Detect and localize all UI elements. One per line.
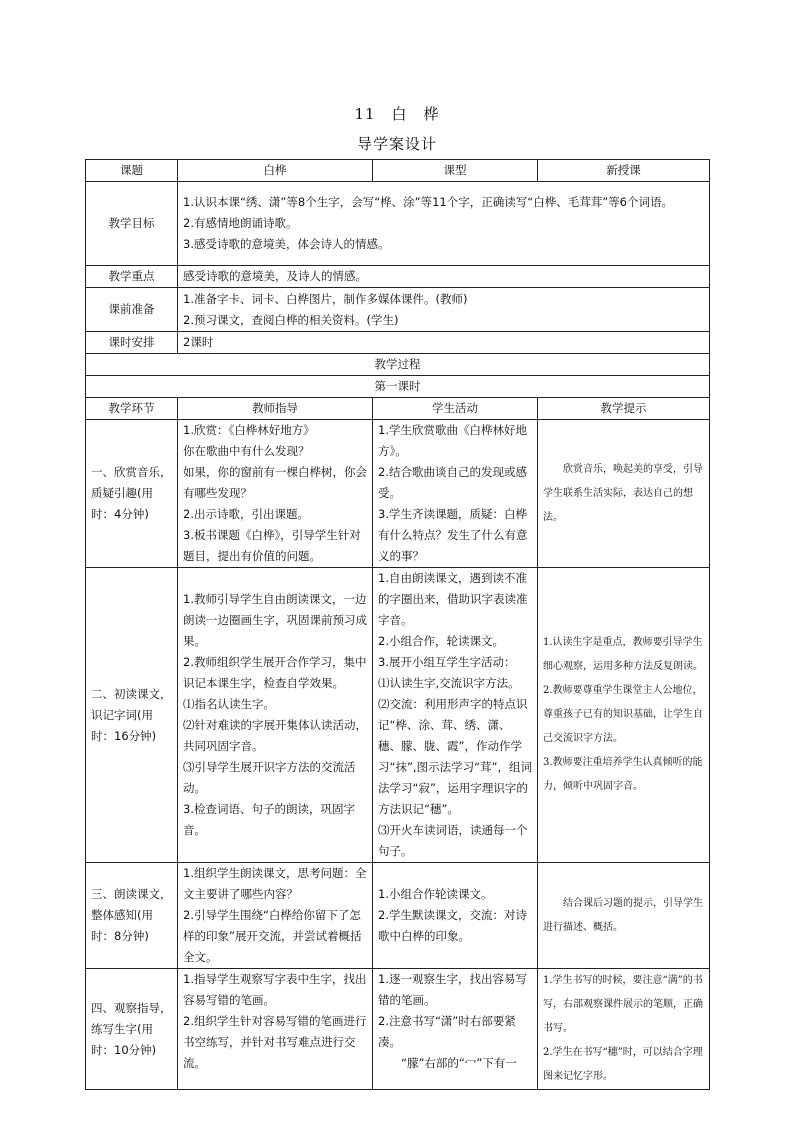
prep-cell — [178, 288, 710, 332]
goal-item: 3.感受诗歌的意境美，体会诗人的情感。 — [183, 237, 390, 251]
teacher-cell — [178, 568, 373, 863]
student-cell — [373, 969, 538, 1090]
stage-name: 一、欣赏音乐，质疑引趣(用时：4分钟) — [86, 420, 178, 568]
page-subtitle: 导学案设计 — [356, 135, 437, 153]
teacher-item: 你在歌曲中有什么发现？ — [183, 444, 310, 458]
student-item: ⑶开火车读词语，读通每一个句子。 — [378, 823, 528, 858]
table-row — [86, 568, 710, 863]
prep-item: 2.预习课文，查阅白桦的相关资料。(学生) — [183, 312, 399, 327]
teacher-item: 2.引导学生围绕“白桦给你留下了怎样的印象”展开交流，并尝试着概括全文。 — [183, 908, 362, 964]
student-item: 3.学生齐读课题，质疑：白桦有什么特点？发生了什么有意义的事？ — [378, 507, 528, 563]
student-item: ⑵交流：利用形声字的特点识记“桦、涂、茸、绣、潇、穗、朦、胧、霞”，作动作学习“抹”,图示法学习“茸”，组词法学习“寂”，运用字理识字的方法识记“穗”。 — [378, 697, 532, 816]
student-item: 2.结合歌曲谈自己的发现或感受。 — [378, 465, 527, 500]
table-row — [86, 420, 710, 568]
goal-item: 1.认识本课“绣、潇”等8个生字，会写“桦、涂”等11个字，正确读写“白桦、毛茸茸”等6个词语。 — [183, 195, 673, 209]
tip-item: 结合课后习题的提示，引导学生进行描述、概括。 — [543, 897, 703, 933]
student-item: 2.学生默读课文，交流：对诗歌中白桦的印象。 — [378, 908, 527, 943]
col-stage-header: 教学环节 — [86, 398, 178, 420]
student-item: 1.逐一观察生字，找出容易写错的笔画。 — [378, 972, 527, 1007]
teacher-cell — [178, 863, 373, 969]
stage-name: 三、朗读课文，整体感知(用时：8分钟) — [86, 863, 178, 969]
student-item: “朦”右部的“冖”下有一 — [401, 1056, 517, 1070]
teacher-item: ⑵针对难读的字展开集体认读活动，共同巩固字音。 — [183, 718, 367, 753]
tips-cell — [538, 420, 710, 568]
tips-cell — [538, 568, 710, 863]
student-item: 1.自由朗读课文，遇到读不准的字圈出来，借助识字表读准字音。 — [378, 571, 528, 627]
student-cell — [373, 568, 538, 863]
teacher-cell — [178, 420, 373, 568]
tip-item: 欣赏音乐，唤起美的享受，引导学生联系生活实际，表达自己的想法。 — [543, 463, 703, 523]
teacher-item: 2.教师组织学生展开合作学习，集中识记本课生字，检查自学效果。 — [183, 655, 367, 690]
process-title: 教学过程 — [86, 354, 710, 376]
tip-item: 1.认读生字是重点，教师要引导学生细心观察，运用多种方法反复朗读。 — [543, 637, 703, 672]
tip-item: 2.教师要尊重学生课堂主人公地位，尊重孩子已有的知识基础，让学生自己交流识字方法。 — [543, 685, 703, 744]
student-cell — [373, 420, 538, 568]
prep-label: 课前准备 — [86, 288, 178, 332]
page-title: 11 白 桦 — [354, 105, 440, 123]
goals-label: 教学目标 — [86, 182, 178, 266]
student-item: 1.学生欣赏歌曲《白桦林好地方》。 — [378, 423, 527, 458]
teacher-item: ⑶引导学生展开识字方法的交流活动。 — [183, 760, 356, 795]
teacher-item: 如果，你的窗前有一棵白桦树，你会有哪些发现？ — [183, 465, 367, 500]
tip-item: 3.教师要注重培养学生认真倾听的能力，倾听中巩固字音。 — [543, 757, 703, 792]
col-tips-header: 教学提示 — [538, 398, 710, 420]
time-value: 2课时 — [178, 332, 710, 354]
type-value: 新授课 — [538, 160, 710, 182]
table-row — [86, 863, 710, 969]
goal-item: 2.有感情地朗诵诗歌。 — [183, 216, 298, 230]
type-label: 课型 — [373, 160, 538, 182]
focus-value: 感受诗歌的意境美，及诗人的情感。 — [178, 266, 710, 288]
teacher-item: 2.出示诗歌，引出课题。 — [183, 507, 309, 521]
teacher-item: 3.检查词语、句子的朗读，巩固字音。 — [183, 802, 355, 837]
topic-label: 课题 — [86, 160, 178, 182]
tip-item: 1.学生书写的时候，要注意“满”的书写，右部观察课件展示的笔顺，正确书写。 — [543, 975, 703, 1034]
teacher-item: 3.板书课题《白桦》，引导学生针对题目，提出有价值的问题。 — [183, 528, 361, 563]
teacher-item: 1.指导学生观察写字表中生字，找出容易写错的笔画。 — [183, 972, 367, 1007]
stage-name: 二、初读课文，识记字词(用时：16分钟) — [86, 568, 178, 863]
student-item: 3.展开小组互学生字活动： — [378, 655, 516, 669]
teacher-item: 1.欣赏：《白桦林好地方》 — [183, 423, 315, 437]
teacher-item: 1.组织学生朗读课文，思考问题：全文主要讲了哪些内容？ — [183, 866, 367, 901]
goals-cell — [178, 182, 710, 266]
tips-cell — [538, 863, 710, 969]
col-teacher-header: 教师指导 — [178, 398, 373, 420]
student-item: 2.注意书写“潇”时右部要紧凑。 — [378, 1014, 516, 1049]
focus-label: 教学重点 — [86, 266, 178, 288]
student-cell — [373, 863, 538, 969]
teacher-item: ⑴指名认读生字。 — [183, 697, 275, 711]
lesson-title: 第一课时 — [86, 376, 710, 398]
teacher-item: 2.组织学生针对容易写错的笔画进行书空练写，并针对书写难点进行交流。 — [183, 1014, 367, 1070]
prep-item: 1.准备字卡、词卡、白桦图片，制作多媒体课件。(教师) — [183, 291, 468, 306]
student-item: 1.小组合作轮读课文。 — [378, 887, 493, 901]
topic-value: 白桦 — [178, 160, 373, 182]
lesson-plan-table — [85, 159, 710, 1090]
teacher-item: 1.教师引导学生自由朗读课文，一边朗读一边圈画生字，巩固课前预习成果。 — [183, 592, 367, 648]
tips-cell — [538, 969, 710, 1090]
stage-name: 四、观察指导，练写生字(用时：10分钟) — [86, 969, 178, 1090]
table-row — [86, 969, 710, 1090]
student-item: ⑴认读生字,交流识字方法。 — [378, 676, 520, 690]
teacher-cell — [178, 969, 373, 1090]
col-student-header: 学生活动 — [373, 398, 538, 420]
tip-item: 2.学生在书写“穗”时，可以结合字理图来记忆字形。 — [543, 1047, 703, 1082]
student-item: 2.小组合作，轮读课文。 — [378, 634, 504, 648]
time-label: 课时安排 — [86, 332, 178, 354]
